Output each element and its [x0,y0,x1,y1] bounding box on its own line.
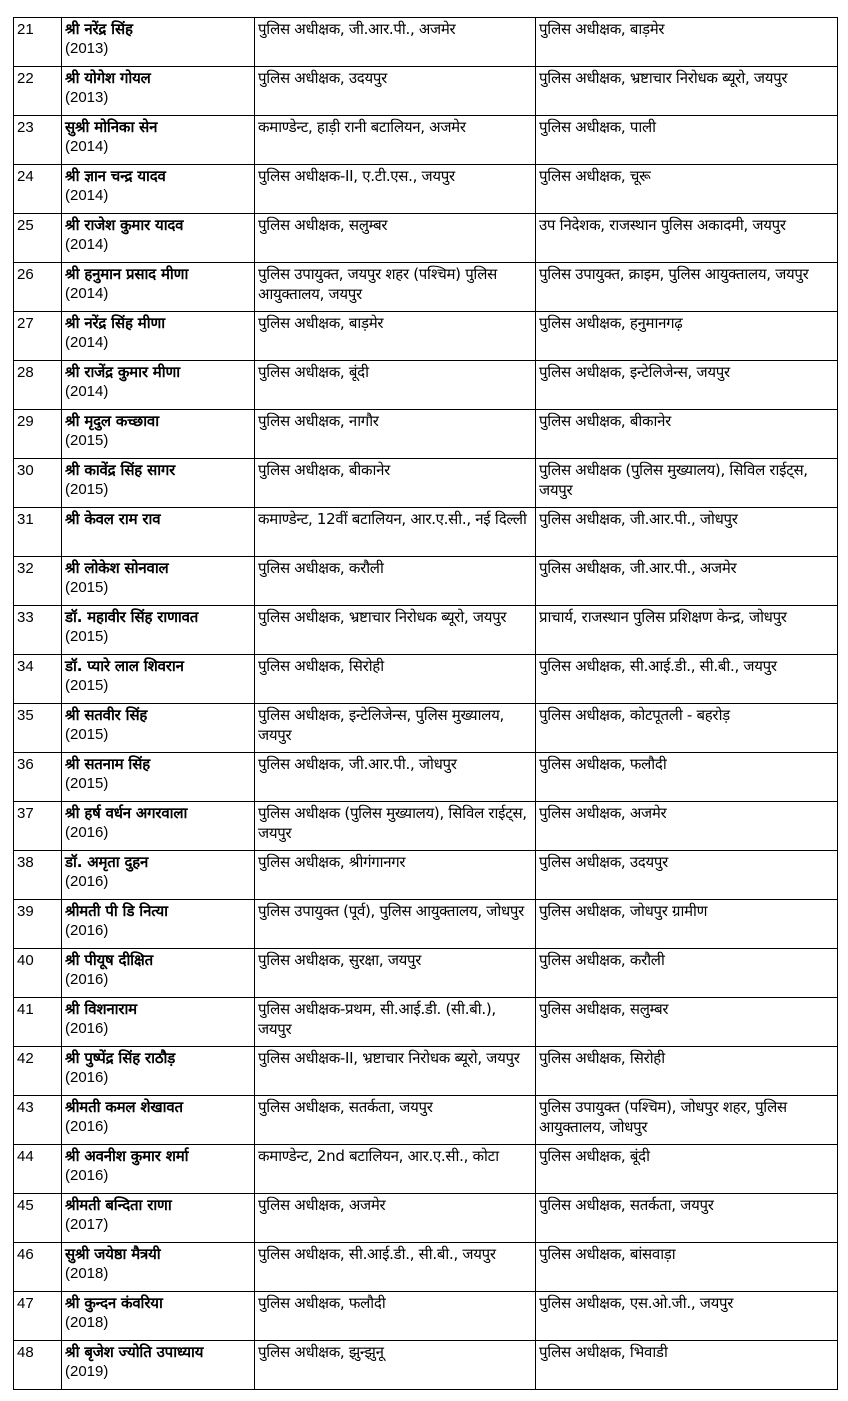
officer-name: डॉ. प्यारे लाल शिवरान [65,657,184,675]
current-post: पुलिस अधीक्षक, सुरक्षा, जयपुर [258,951,422,969]
table-row [14,606,838,655]
current-post: पुलिस अधीक्षक (पुलिस मुख्यालय), सिविल राईट्स, जयपुर [258,804,527,842]
new-post-cell [536,802,838,851]
new-post-cell [536,67,838,116]
new-post: पुलिस अधीक्षक, भिवाडी [539,1343,668,1361]
table-body [14,18,838,1390]
officer-cell [62,361,255,410]
new-post-cell [536,1194,838,1243]
current-post: पुलिस अधीक्षक, झुन्झुनू [258,1343,384,1361]
officer-name: श्री लोकेश सोनवाल [65,559,169,577]
current-post-cell [255,998,536,1047]
current-post-cell [255,655,536,704]
new-post-cell [536,1243,838,1292]
officer-batch: (2013) [65,89,109,106]
current-post: पुलिस उपायुक्त (पूर्व), पुलिस आयुक्तालय, जोधपुर [258,902,524,920]
new-post-cell [536,214,838,263]
officer-batch: (2016) [65,1118,109,1135]
officer-name: श्री बृजेश ज्योति उपाध्याय [65,1343,204,1361]
officer-batch: (2016) [65,922,109,939]
serial-number: 42 [17,1050,34,1067]
current-post: पुलिस उपायुक्त, जयपुर शहर (पश्चिम) पुलिस आयुक्तालय, जयपुर [258,265,498,303]
current-post-cell [255,67,536,116]
serial-number-cell [14,410,62,459]
current-post-cell [255,18,536,67]
officer-cell [62,1341,255,1390]
serial-number-cell [14,67,62,116]
new-post: पुलिस अधीक्षक (पुलिस मुख्यालय), सिविल राईट्स, जयपुर [539,461,808,499]
serial-number-cell [14,459,62,508]
current-post: पुलिस अधीक्षक, भ्रष्टाचार निरोधक ब्यूरो, जयपुर [258,608,507,626]
new-post-cell [536,1096,838,1145]
officer-name: श्री योगेश गोयल [65,69,151,87]
current-post: पुलिस अधीक्षक, फलौदी [258,1294,386,1312]
officer-name: सुश्री मोनिका सेन [65,118,158,136]
officer-cell [62,116,255,165]
current-post: पुलिस अधीक्षक, उदयपुर [258,69,387,87]
serial-number: 34 [17,658,34,675]
current-post-cell [255,753,536,802]
table-row [14,1047,838,1096]
officer-batch: (2018) [65,1265,109,1282]
table-row [14,704,838,753]
table-row [14,949,838,998]
officer-cell [62,410,255,459]
serial-number-cell [14,1096,62,1145]
officer-batch: (2017) [65,1216,109,1233]
current-post-cell [255,704,536,753]
new-post-cell [536,1047,838,1096]
new-post-cell [536,1341,838,1390]
officer-name: श्री राजेश कुमार यादव [65,216,184,234]
transfer-table [13,17,838,1390]
current-post: पुलिस अधीक्षक, सी.आई.डी., सी.बी., जयपुर [258,1245,496,1263]
current-post-cell [255,949,536,998]
officer-batch: (2015) [65,481,109,498]
serial-number-cell [14,851,62,900]
officer-batch: (2016) [65,1069,109,1086]
current-post: पुलिस अधीक्षक-II, भ्रष्टाचार निरोधक ब्यूरो, जयपुर [258,1049,520,1067]
new-post: पुलिस अधीक्षक, सलुम्बर [539,1000,669,1018]
new-post-cell [536,949,838,998]
new-post: पुलिस अधीक्षक, सतर्कता, जयपुर [539,1196,714,1214]
new-post-cell [536,655,838,704]
table-row [14,361,838,410]
current-post: पुलिस अधीक्षक, जी.आर.पी., अजमेर [258,20,456,38]
serial-number: 26 [17,266,34,283]
officer-batch: (2016) [65,1020,109,1037]
officer-batch: (2016) [65,1167,109,1184]
officer-batch: (2016) [65,971,109,988]
table-row [14,1096,838,1145]
officer-name: श्री ज्ञान चन्द्र यादव [65,167,166,185]
current-post-cell [255,508,536,557]
officer-name: श्री नरेंद्र सिंह मीणा [65,314,165,332]
serial-number-cell [14,165,62,214]
table-row [14,508,838,557]
new-post-cell [536,18,838,67]
table-row [14,753,838,802]
serial-number: 48 [17,1344,34,1361]
new-post-cell [536,1292,838,1341]
current-post: कमाण्डेन्ट, 2nd बटालियन, आर.ए.सी., कोटा [258,1147,499,1165]
new-post: प्राचार्य, राजस्थान पुलिस प्रशिक्षण केन्द्र, जोधपुर [539,608,787,626]
new-post: पुलिस अधीक्षक, करौली [539,951,665,969]
new-post: पुलिस अधीक्षक, जी.आर.पी., अजमेर [539,559,737,577]
officer-batch: (2014) [65,334,109,351]
officer-batch: (2014) [65,138,109,155]
serial-number: 27 [17,315,34,332]
serial-number-cell [14,900,62,949]
current-post-cell [255,1341,536,1390]
serial-number: 43 [17,1099,34,1116]
current-post-cell [255,263,536,312]
new-post: पुलिस अधीक्षक, बाड़मेर [539,20,665,38]
serial-number: 22 [17,70,34,87]
officer-name: श्री पीयूष दीक्षित [65,951,153,969]
table-row [14,312,838,361]
officer-cell [62,263,255,312]
officer-batch: (2015) [65,726,109,743]
table-row [14,263,838,312]
officer-name: श्री मृदुल कच्छावा [65,412,159,430]
table-row [14,655,838,704]
officer-name: श्री सतवीर सिंह [65,706,148,724]
serial-number: 30 [17,462,34,479]
current-post: पुलिस अधीक्षक, इन्टेलिजेन्स, पुलिस मुख्यालय, जयपुर [258,706,504,744]
officer-cell [62,1194,255,1243]
serial-number-cell [14,949,62,998]
officer-cell [62,998,255,1047]
current-post: पुलिस अधीक्षक, सिरोही [258,657,384,675]
current-post-cell [255,557,536,606]
serial-number-cell [14,1047,62,1096]
new-post: पुलिस अधीक्षक, बांसवाड़ा [539,1245,676,1263]
officer-name: श्री कुन्दन कंवरिया [65,1294,163,1312]
new-post: पुलिस अधीक्षक, हनुमानगढ़ [539,314,683,332]
new-post: उप निदेशक, राजस्थान पुलिस अकादमी, जयपुर [539,216,786,234]
officer-cell [62,1292,255,1341]
new-post-cell [536,361,838,410]
officer-name: श्रीमती कमल शेखावत [65,1098,183,1116]
serial-number: 44 [17,1148,34,1165]
table-row [14,18,838,67]
officer-batch: (2014) [65,383,109,400]
officer-cell [62,214,255,263]
officer-name: श्री नरेंद्र सिंह [65,20,133,38]
serial-number-cell [14,1243,62,1292]
current-post: पुलिस अधीक्षक, श्रीगंगानगर [258,853,406,871]
officer-name: श्री पुष्पेंद्र सिंह राठौड़ [65,1049,176,1067]
table-row [14,410,838,459]
serial-number: 38 [17,854,34,871]
new-post: पुलिस अधीक्षक, जी.आर.पी., जोधपुर [539,510,738,528]
officer-name: श्री विशनाराम [65,1000,137,1018]
new-post: पुलिस अधीक्षक, बूंदी [539,1147,650,1165]
new-post-cell [536,753,838,802]
new-post-cell [536,410,838,459]
table-row [14,1243,838,1292]
current-post-cell [255,1194,536,1243]
new-post: पुलिस अधीक्षक, अजमेर [539,804,667,822]
officer-batch: (2016) [65,824,109,841]
current-post-cell [255,459,536,508]
new-post-cell [536,312,838,361]
current-post: पुलिस अधीक्षक, नागौर [258,412,379,430]
officer-cell [62,18,255,67]
current-post: पुलिस अधीक्षक, सतर्कता, जयपुर [258,1098,433,1116]
officer-cell [62,312,255,361]
current-post-cell [255,116,536,165]
serial-number-cell [14,361,62,410]
officer-name: श्री राजेंद्र कुमार मीणा [65,363,180,381]
serial-number: 28 [17,364,34,381]
current-post: पुलिस अधीक्षक, सलुम्बर [258,216,388,234]
new-post-cell [536,557,838,606]
table-row [14,1341,838,1390]
current-post: पुलिस अधीक्षक, बाड़मेर [258,314,384,332]
new-post: पुलिस अधीक्षक, भ्रष्टाचार निरोधक ब्यूरो, जयपुर [539,69,788,87]
serial-number: 21 [17,21,34,38]
officer-batch: (2015) [65,432,109,449]
officer-batch: (2014) [65,285,109,302]
new-post-cell [536,900,838,949]
new-post-cell [536,851,838,900]
officer-name: श्री हर्ष वर्धन अगरवाला [65,804,188,822]
officer-batch: (2015) [65,677,109,694]
table-row [14,998,838,1047]
serial-number: 24 [17,168,34,185]
officer-cell [62,508,255,557]
new-post-cell [536,116,838,165]
serial-number: 45 [17,1197,34,1214]
serial-number-cell [14,312,62,361]
table-row [14,557,838,606]
table-row [14,851,838,900]
new-post-cell [536,1145,838,1194]
new-post: पुलिस अधीक्षक, उदयपुर [539,853,668,871]
officer-batch: (2019) [65,1363,109,1380]
table-row [14,1194,838,1243]
new-post: पुलिस अधीक्षक, सी.आई.डी., सी.बी., जयपुर [539,657,777,675]
serial-number-cell [14,214,62,263]
officer-cell [62,67,255,116]
current-post-cell [255,802,536,851]
current-post: पुलिस अधीक्षक-II, ए.टी.एस., जयपुर [258,167,455,185]
new-post: पुलिस उपायुक्त, क्राइम, पुलिस आयुक्तालय, जयपुर [539,265,809,283]
officer-batch: (2015) [65,579,109,596]
new-post-cell [536,459,838,508]
current-post: पुलिस अधीक्षक, करौली [258,559,384,577]
current-post: पुलिस अधीक्षक, बीकानेर [258,461,390,479]
officer-name: श्री अवनीश कुमार शर्मा [65,1147,189,1165]
serial-number-cell [14,1292,62,1341]
new-post: पुलिस अधीक्षक, एस.ओ.जी., जयपुर [539,1294,734,1312]
officer-batch: (2013) [65,40,109,57]
current-post-cell [255,606,536,655]
serial-number-cell [14,802,62,851]
officer-name: सुश्री जयेष्ठा मैत्रयी [65,1245,161,1263]
current-post-cell [255,1047,536,1096]
new-post: पुलिस अधीक्षक, सिरोही [539,1049,665,1067]
officer-cell [62,1145,255,1194]
new-post-cell [536,998,838,1047]
new-post: पुलिस अधीक्षक, चूरू [539,167,651,185]
current-post: पुलिस अधीक्षक, बूंदी [258,363,369,381]
serial-number: 31 [17,511,34,528]
serial-number: 40 [17,952,34,969]
officer-batch: (2015) [65,775,109,792]
current-post: पुलिस अधीक्षक, जी.आर.पी., जोधपुर [258,755,457,773]
table-row [14,1292,838,1341]
officer-cell [62,949,255,998]
officer-batch: (2014) [65,187,109,204]
serial-number-cell [14,1145,62,1194]
new-post-cell [536,263,838,312]
officer-cell [62,900,255,949]
serial-number: 32 [17,560,34,577]
officer-batch: (2016) [65,873,109,890]
current-post: कमाण्डेन्ट, हाड़ी रानी बटालियन, अजमेर [258,118,466,136]
serial-number: 47 [17,1295,34,1312]
officer-name: श्री सतनाम सिंह [65,755,151,773]
officer-name: श्रीमती पी डि नित्या [65,902,168,920]
officer-cell [62,1243,255,1292]
officer-cell [62,655,255,704]
officer-cell [62,1096,255,1145]
serial-number: 23 [17,119,34,136]
new-post-cell [536,508,838,557]
serial-number-cell [14,1194,62,1243]
serial-number: 36 [17,756,34,773]
current-post-cell [255,1243,536,1292]
new-post: पुलिस अधीक्षक, फलौदी [539,755,667,773]
new-post-cell [536,165,838,214]
table-row [14,459,838,508]
table-row [14,116,838,165]
current-post-cell [255,361,536,410]
serial-number-cell [14,18,62,67]
current-post: पुलिस अधीक्षक-प्रथम, सी.आई.डी. (सी.बी.), जयपुर [258,1000,496,1038]
serial-number: 46 [17,1246,34,1263]
officer-cell [62,606,255,655]
serial-number-cell [14,263,62,312]
officer-name: डॉ. अमृता दुहन [65,853,149,871]
serial-number: 37 [17,805,34,822]
table-row [14,165,838,214]
current-post-cell [255,165,536,214]
officer-batch: (2014) [65,236,109,253]
serial-number-cell [14,116,62,165]
current-post-cell [255,1096,536,1145]
serial-number-cell [14,998,62,1047]
officer-cell [62,1047,255,1096]
officer-cell [62,165,255,214]
current-post-cell [255,1292,536,1341]
serial-number: 41 [17,1001,34,1018]
current-post-cell [255,851,536,900]
serial-number: 25 [17,217,34,234]
serial-number: 29 [17,413,34,430]
table-row [14,67,838,116]
new-post-cell [536,704,838,753]
current-post: कमाण्डेन्ट, 12वीं बटालियन, आर.ए.सी., नई दिल्ली [258,510,527,528]
new-post: पुलिस अधीक्षक, इन्टेलिजेन्स, जयपुर [539,363,730,381]
current-post-cell [255,900,536,949]
officer-cell [62,851,255,900]
officer-name: श्रीमती बन्दिता राणा [65,1196,172,1214]
new-post-cell [536,606,838,655]
serial-number-cell [14,753,62,802]
serial-number: 39 [17,903,34,920]
new-post: पुलिस उपायुक्त (पश्चिम), जोधपुर शहर, पुलिस आयुक्तालय, जोधपुर [539,1098,787,1136]
serial-number-cell [14,508,62,557]
table-row [14,1145,838,1194]
new-post: पुलिस अधीक्षक, पाली [539,118,656,136]
table-row [14,802,838,851]
officer-cell [62,802,255,851]
serial-number-cell [14,606,62,655]
current-post-cell [255,410,536,459]
officer-cell [62,753,255,802]
serial-number-cell [14,704,62,753]
current-post-cell [255,214,536,263]
officer-batch: (2015) [65,628,109,645]
serial-number: 35 [17,707,34,724]
officer-name: श्री हनुमान प्रसाद मीणा [65,265,189,283]
officer-cell [62,557,255,606]
table-row [14,214,838,263]
serial-number-cell [14,557,62,606]
officer-name: श्री कावेंद्र सिंह सागर [65,461,176,479]
officer-name: डॉ. महावीर सिंह राणावत [65,608,199,626]
officer-cell [62,459,255,508]
current-post: पुलिस अधीक्षक, अजमेर [258,1196,386,1214]
new-post: पुलिस अधीक्षक, बीकानेर [539,412,671,430]
table-row [14,900,838,949]
current-post-cell [255,1145,536,1194]
serial-number: 33 [17,609,34,626]
current-post-cell [255,312,536,361]
officer-batch: (2018) [65,1314,109,1331]
serial-number-cell [14,655,62,704]
officer-cell [62,704,255,753]
serial-number-cell [14,1341,62,1390]
new-post: पुलिस अधीक्षक, जोधपुर ग्रामीण [539,902,708,920]
officer-name: श्री केवल राम राव [65,510,161,528]
new-post: पुलिस अधीक्षक, कोटपूतली - बहरोड़ [539,706,730,724]
